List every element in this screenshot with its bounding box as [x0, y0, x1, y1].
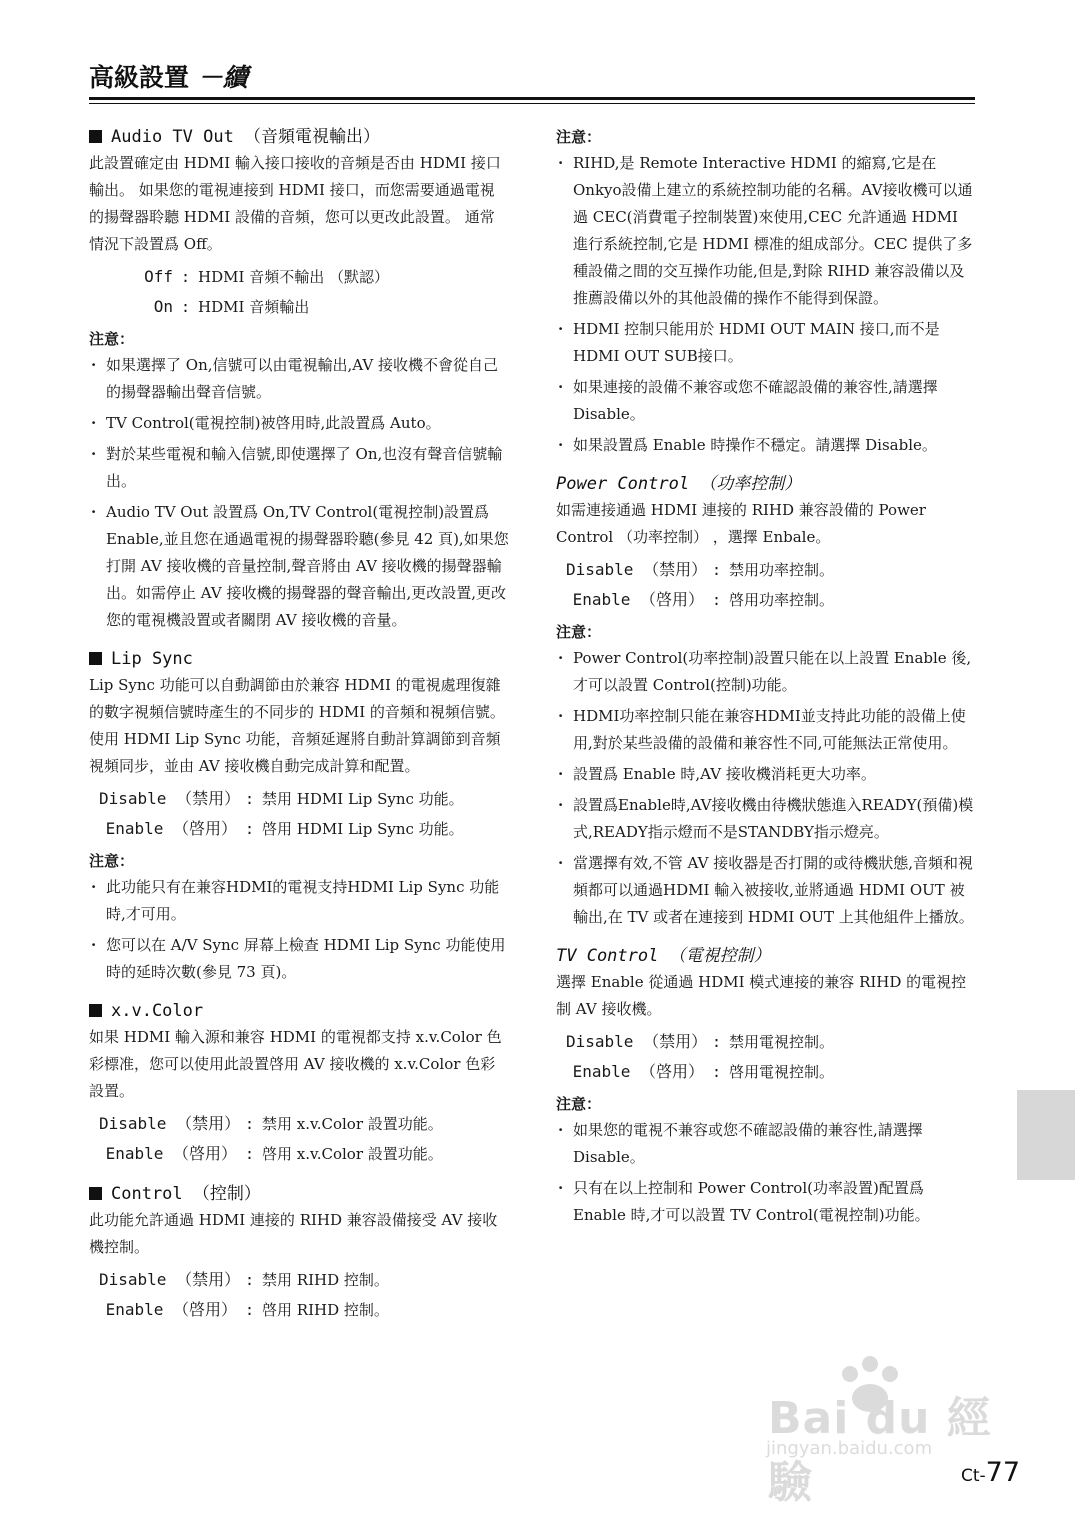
square-bullet-icon	[89, 130, 102, 143]
note-item: · HDMI功率控制只能在兼容HDMI並支持此功能的設備上使用,對於某些設備的設備和兼容性不同,可能無法正常使用。	[556, 703, 976, 757]
note-list-rihd	[556, 150, 976, 459]
section-body-control: 此功能允許通過 HDMI 連接的 RIHD 兼容設備接受 AV 接收機控制。	[89, 1211, 498, 1256]
note-list-power-control	[556, 645, 976, 931]
option-desc: 啓用功率控制。	[729, 591, 835, 609]
section-body-audio-tv-out: 此設置確定由 HDMI 輸入接口接收的音頻是否由 HDMI 接口輸出。 如果您的電視連接到 HDMI 接口，而您需要通過電視的揚聲器聆聽 HDMI 設備的音頻，您可以更改此設置。 通常情況下設置爲 Off。	[89, 154, 501, 253]
option-key: Disable （禁用）	[99, 1114, 241, 1133]
note-heading: 注意：	[89, 330, 135, 348]
option-row: Disable （禁用） : 禁用電視控制。	[566, 1027, 976, 1057]
note-item: · 只有在以上控制和 Power Control(功率設置)配置爲 Enable 時,才可以設置 TV Control(電視控制)功能。	[556, 1175, 976, 1229]
watermark-url: jingyan.baidu.com	[766, 1438, 933, 1459]
option-row: Disable （禁用） : 禁用 HDMI Lip Sync 功能。	[99, 784, 509, 814]
section-heading-power-control: Power Control （功率控制）	[556, 474, 802, 494]
note-item: · 如果您的電視不兼容或您不確認設備的兼容性,請選擇 Disable。	[556, 1117, 976, 1171]
note-heading: 注意：	[89, 852, 135, 870]
option-row: Enable （啓用） : 啓用 x.v.Color 設置功能。	[99, 1139, 509, 1169]
option-row: Disable （禁用） : 禁用功率控制。	[566, 555, 976, 585]
option-row: Disable （禁用） : 禁用 RIHD 控制。	[99, 1265, 509, 1295]
option-desc: 啓用 HDMI Lip Sync 功能。	[262, 820, 464, 838]
right-column	[556, 124, 976, 1233]
note-item: · 此功能只有在兼容HDMI的電視支持HDMI Lip Sync 功能時,才可用。	[89, 874, 509, 928]
option-key: Disable （禁用）	[99, 789, 241, 808]
option-key: Enable （啓用）	[105, 1144, 237, 1163]
option-desc: 啓用 RIHD 控制。	[262, 1301, 389, 1319]
square-bullet-icon	[89, 1187, 102, 1200]
page-title	[89, 60, 975, 96]
note-item: · 如果設置爲 Enable 時操作不穩定。請選擇 Disable。	[556, 432, 976, 459]
option-row: Enable （啓用） : 啓用電視控制。	[566, 1057, 976, 1087]
options-lip-sync	[89, 784, 509, 844]
note-list-audio-tv-out	[89, 352, 509, 634]
note-heading: 注意：	[556, 128, 602, 146]
note-item: · 對於某些電視和輸入信號,即使選擇了 On,也沒有聲音信號輸出。	[89, 441, 509, 495]
page-number-prefix: Ct-	[960, 1466, 986, 1486]
option-desc: HDMI 音頻不輸出 （默認）	[198, 268, 389, 286]
option-desc: HDMI 音頻輸出	[198, 298, 310, 316]
option-row: Enable （啓用） : 啓用功率控制。	[566, 585, 976, 615]
option-row: Off : HDMI 音頻不輸出 （默認）	[123, 262, 509, 292]
section-body-tv-control: 選擇 Enable 從通過 HDMI 模式連接的兼容 RIHD 的電視控制 AV 接收機。	[556, 973, 967, 1018]
note-item: · 當選擇有效,不管 AV 接收器是否打開的或待機狀態,音頻和視頻都可以通過HDMI 輸入被接收,並將通過 HDMI OUT 被輸出,在 TV 或者在連接到 HDMI OUT 上其他組件上播放。	[556, 850, 976, 931]
section-heading-audio-tv-out: Audio TV Out （音頻電視輸出）	[89, 124, 509, 150]
note-heading: 注意：	[556, 623, 602, 641]
section-body-lip-sync: Lip Sync 功能可以自動調節由於兼容 HDMI 的電視處理復雜的數字視頻信號時產生的不同步的 HDMI 的音頻和視頻信號。 使用 HDMI Lip Sync 功能，音頻延遲將自動計算調節到音頻視頻同步，並由 AV 接收機自動完成計算和配置。	[89, 676, 505, 775]
note-item: · 如果連接的設備不兼容或您不確認設備的兼容性,請選擇 Disable。	[556, 374, 976, 428]
note-item: · RIHD,是 Remote Interactive HDMI 的縮寫,它是在Onkyo設備上建立的系統控制功能的名稱。AV接收機可以通過 CEC(消費電子控制裝置)來使用,CEC 允許通過 HDMI 進行系統控制,它是 HDMI 標准的組成部分。CEC 提供了多種設備之間的交互操作功能,但是,對除 RIHD 兼容設備以及推薦設備以外的其他設備的操作不能得到保證。	[556, 150, 976, 312]
option-key: Disable （禁用）	[566, 560, 708, 579]
square-bullet-icon	[89, 652, 102, 665]
note-item: · HDMI 控制只能用於 HDMI OUT MAIN 接口,而不是 HDMI OUT SUB接口。	[556, 316, 976, 370]
note-item: · 設置爲Enable時,AV接收機由待機狀態進入READY(預備)模式,READY指示燈而不是STANDBY指示燈亮。	[556, 792, 976, 846]
option-key: Enable （啓用）	[105, 1300, 237, 1319]
option-key: Enable （啓用）	[105, 819, 237, 838]
note-item: · 如果選擇了 On,信號可以由電視輸出,AV 接收機不會從自己的揚聲器輸出聲音信號。	[89, 352, 509, 406]
option-desc: 禁用 x.v.Color 設置功能。	[262, 1115, 443, 1133]
option-key: Disable （禁用）	[99, 1270, 241, 1289]
section-body-power-control: 如需連接通過 HDMI 連接的 RIHD 兼容設備的 Power Control （功率控制） ，選擇 Enbale。	[556, 501, 926, 546]
option-row: Enable （啓用） : 啓用 HDMI Lip Sync 功能。	[99, 814, 509, 844]
option-key: Enable （啓用）	[572, 1062, 704, 1081]
options-xvcolor	[89, 1109, 509, 1169]
page-number	[961, 1457, 1020, 1488]
section-heading-tv-control: TV Control （電視控制）	[556, 946, 771, 966]
options-control	[89, 1265, 509, 1325]
section-heading-lip-sync: Lip Sync	[89, 646, 509, 672]
note-heading: 注意：	[556, 1095, 602, 1113]
note-item: · 您可以在 A/V Sync 屏幕上檢查 HDMI Lip Sync 功能使用時的延時次數(參見 73 頁)。	[89, 932, 509, 986]
section-body-xvcolor: 如果 HDMI 輸入源和兼容 HDMI 的電視都支持 x.v.Color 色彩標准，您可以使用此設置啓用 AV 接收機的 x.v.Color 色彩設置。	[89, 1028, 502, 1100]
page-header	[89, 60, 975, 104]
option-desc: 禁用功率控制。	[729, 561, 835, 579]
option-key: Disable （禁用）	[566, 1032, 708, 1051]
page-title-continued: －續	[197, 63, 248, 92]
option-key: On	[153, 297, 173, 316]
header-rule-thick	[89, 97, 975, 100]
left-column	[89, 124, 509, 1325]
option-row: Disable （禁用） : 禁用 x.v.Color 設置功能。	[99, 1109, 509, 1139]
options-audio-tv-out	[89, 262, 509, 322]
options-power-control	[556, 555, 976, 615]
option-desc: 禁用電視控制。	[729, 1033, 835, 1051]
page-title-main: 高級設置	[89, 63, 190, 92]
options-tv-control	[556, 1027, 976, 1087]
option-key: Off	[144, 267, 173, 286]
note-list-tv-control	[556, 1117, 976, 1229]
page-number-value: 77	[985, 1457, 1020, 1488]
note-list-lip-sync	[89, 874, 509, 986]
watermark-brand: Bai du 經驗	[768, 1393, 992, 1508]
option-key: Enable （啓用）	[572, 590, 704, 609]
note-item: · 設置爲 Enable 時,AV 接收機消耗更大功率。	[556, 761, 976, 788]
note-item: · Power Control(功率控制)設置只能在以上設置 Enable 後,才可以設置 Control(控制)功能。	[556, 645, 976, 699]
option-row: On : HDMI 音頻輸出	[123, 292, 509, 322]
option-row: Enable （啓用） : 啓用 RIHD 控制。	[99, 1295, 509, 1325]
note-item: · Audio TV Out 設置爲 On,TV Control(電視控制)設置爲 Enable,並且您在通過電視的揚聲器聆聽(參見 42 頁),如果您打開 AV 接收機的音量控制,聲音將由 AV 接收機的揚聲器輸出。如需停止 AV 接收機的揚聲器的聲音輸出,更改設置,更改您的電視機設置或者關閉 AV 接收機的音量。	[89, 499, 509, 634]
note-item: · TV Control(電視控制)被啓用時,此設置爲 Auto。	[89, 410, 509, 437]
section-heading-control: Control （控制）	[89, 1181, 509, 1207]
option-desc: 啓用 x.v.Color 設置功能。	[262, 1145, 443, 1163]
option-desc: 禁用 RIHD 控制。	[262, 1271, 389, 1289]
option-desc: 啓用電視控制。	[729, 1063, 835, 1081]
header-rule-thin	[89, 103, 975, 104]
section-heading-xvcolor: x.v.Color	[89, 998, 509, 1024]
square-bullet-icon	[89, 1004, 102, 1017]
side-thumb-tab	[1017, 1090, 1075, 1180]
option-desc: 禁用 HDMI Lip Sync 功能。	[262, 790, 464, 808]
